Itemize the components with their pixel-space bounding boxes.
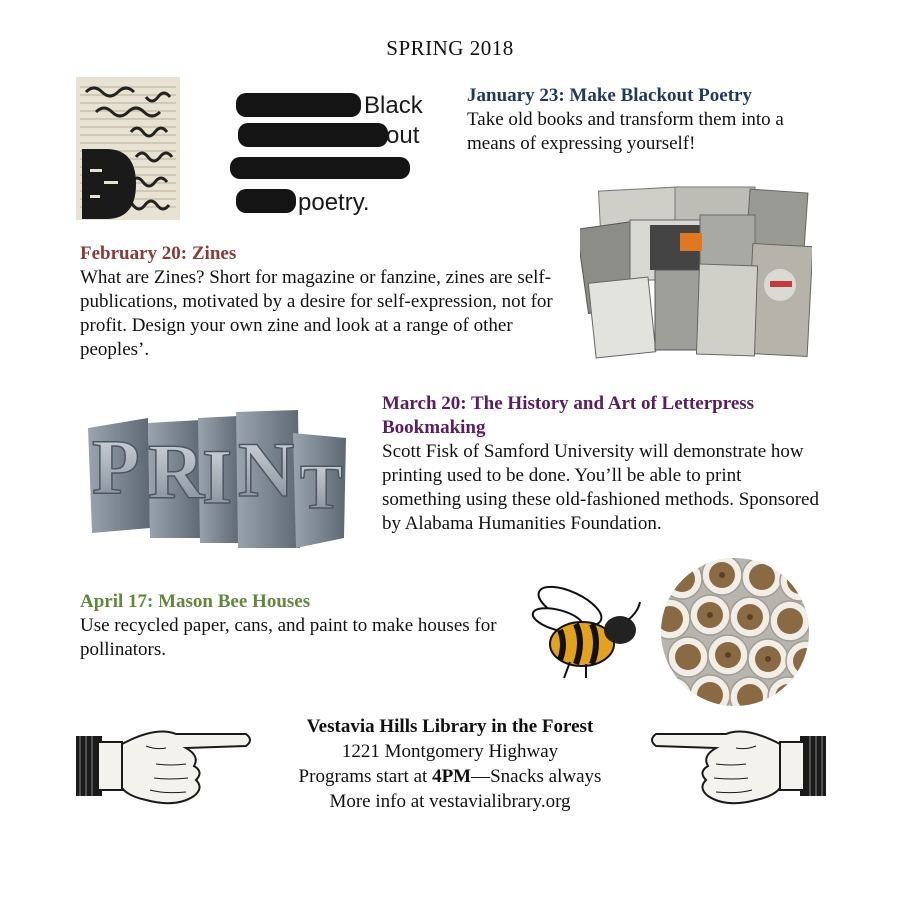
event-description: What are Zines? Short for magazine or fanzine, zines are self-publications, motivated by a desire for self-expression, not for profit. Design your own zine and look at a range of other peoples’. xyxy=(80,267,553,360)
pointing-hand-right-icon xyxy=(76,716,254,812)
event-description: Use recycled paper, cans, and paint to make houses for pollinators. xyxy=(80,615,497,660)
event-title: January 23: Make Blackout Poetry xyxy=(467,85,752,106)
event-title: March 20: The History and Art of Letterpress Bookmaking xyxy=(382,393,755,438)
pointing-hand-left-icon xyxy=(648,716,826,812)
print-letter-n: N xyxy=(238,426,295,513)
print-letter-r: R xyxy=(148,428,205,515)
library-address: 1221 Montgomery Highway xyxy=(341,741,559,762)
event-january xyxy=(467,84,827,156)
zines-collage-image xyxy=(580,185,812,365)
event-description: Scott Fisk of Samford University will demonstrate how printing used to be done. You’ll be able to print something using these old-fashioned methods. Sponsored by Alabama Humanities Foundation. xyxy=(382,441,819,534)
event-april xyxy=(80,590,510,662)
footer-info xyxy=(250,714,650,814)
library-name: Vestavia Hills Library in the Forest xyxy=(306,716,594,737)
bee-icon xyxy=(530,582,642,682)
event-february xyxy=(80,242,568,362)
event-title: April 17: Mason Bee Houses xyxy=(80,591,311,612)
event-title: February 20: Zines xyxy=(80,243,237,264)
event-march xyxy=(382,392,822,536)
blackout-poetry-art xyxy=(226,85,431,220)
program-times-prefix: Programs start at xyxy=(298,766,433,787)
bee-houses-image xyxy=(660,557,810,707)
blackout-word-out: out xyxy=(386,122,420,149)
program-times-suffix: —Snacks always xyxy=(471,766,602,787)
print-letter-p: P xyxy=(92,423,140,510)
more-info-link: More info at vestavialibrary.org xyxy=(329,791,571,812)
print-letter-t: T xyxy=(300,451,343,522)
letterpress-print-image xyxy=(78,398,358,558)
blackout-word-poetry: poetry. xyxy=(298,189,370,216)
blackout-book-image xyxy=(76,77,180,220)
page-title: SPRING 2018 xyxy=(386,36,514,60)
program-times xyxy=(250,764,650,789)
print-letter-i: I xyxy=(202,433,233,520)
program-start-time: 4PM xyxy=(432,766,472,787)
blackout-word-black: Black xyxy=(364,92,423,119)
event-description: Take old books and transform them into a means of expressing yourself! xyxy=(467,109,784,154)
